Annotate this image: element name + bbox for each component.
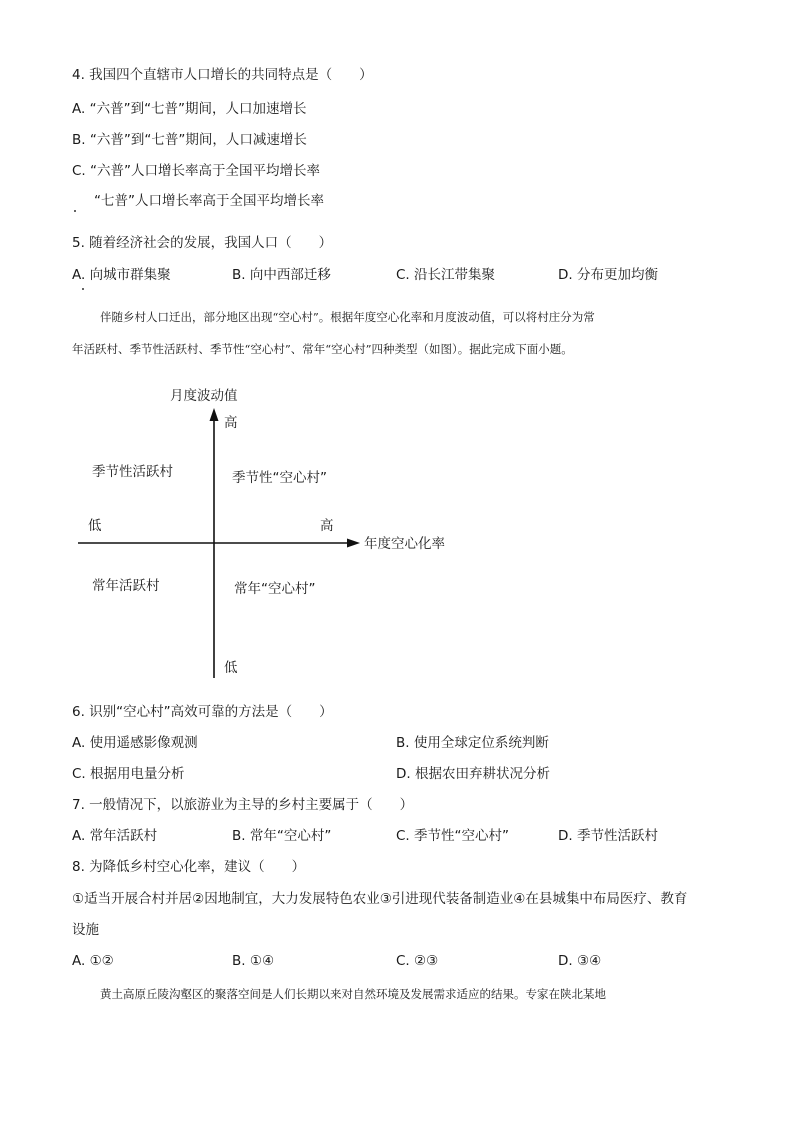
- y-axis-label: 月度波动值: [170, 388, 238, 404]
- q8-option-a: A. ①②: [72, 953, 114, 969]
- q8-items-line2: 设施: [72, 922, 99, 938]
- q4-stem: 4. 我国四个直辖市人口增长的共同特点是（ ）: [72, 67, 373, 83]
- q4-option-c: C. “六普”人口增长率高于全国平均增长率: [72, 163, 320, 179]
- quadrant-bottom-left: 常年活跃村: [92, 578, 160, 594]
- q8-option-c: C. ②③: [396, 953, 439, 969]
- q5-option-d: D. 分布更加均衡: [558, 267, 658, 283]
- quadrant-bottom-right: 常年“空心村”: [234, 581, 316, 597]
- q7-option-d: D. 季节性活跃村: [558, 828, 658, 844]
- q6-option-a: A. 使用遥感影像观测: [72, 735, 198, 751]
- y-axis-low-label: 低: [224, 660, 238, 676]
- q4-option-d: “七普”人口增长率高于全国平均增长率: [94, 193, 324, 209]
- q4-option-b: B. “六普”到“七普”期间，人口减速增长: [72, 132, 307, 148]
- q5-option-b: B. 向中西部迁移: [232, 267, 331, 283]
- x-axis-label: 年度空心化率: [364, 536, 445, 552]
- quadrant-top-right: 季节性“空心村”: [232, 470, 327, 486]
- q6-option-d: D. 根据农田弃耕状况分析: [396, 766, 550, 782]
- q8-option-b: B. ①④: [232, 953, 275, 969]
- q8-option-d: D. ③④: [558, 953, 602, 969]
- x-axis-low-label: 低: [88, 518, 102, 534]
- q6-option-b: B. 使用全球定位系统判断: [396, 735, 549, 751]
- y-axis-high-label: 高: [224, 415, 238, 431]
- q8-stem: 8. 为降低乡村空心化率，建议（ ）: [72, 859, 306, 875]
- passage1-line2: 年活跃村、季节性活跃村、季节性“空心村”、常年“空心村”四种类型（如图）。据此完成下面小题。: [72, 342, 573, 356]
- q5-stem: 5. 随着经济社会的发展，我国人口（ ）: [72, 235, 333, 251]
- q7-option-a: A. 常年活跃村: [72, 828, 158, 844]
- passage1-line1: 伴随乡村人口迁出，部分地区出现“空心村”。根据年度空心化率和月度波动值，可以将村庄分为常: [100, 310, 595, 324]
- q6-option-c: C. 根据用电量分析: [72, 766, 185, 782]
- y-axis-arrow: [210, 408, 219, 421]
- quadrant-top-left: 季节性活跃村: [92, 464, 173, 480]
- passage2-line1: 黄土高原丘陵沟壑区的聚落空间是人们长期以来对自然环境及发展需求适应的结果。专家在陕北某地: [100, 987, 606, 1001]
- q5-option-c: C. 沿长江带集聚: [396, 267, 496, 283]
- q7-option-c: C. 季节性“空心村”: [396, 828, 509, 844]
- q7-option-b: B. 常年“空心村”: [232, 828, 332, 844]
- x-axis-high-label: 高: [320, 518, 334, 534]
- x-axis-arrow: [347, 539, 360, 548]
- q5-option-a: A. 向城市群集聚: [72, 267, 171, 283]
- q4-option-a: A. “六普”到“七普”期间，人口加速增长: [72, 101, 307, 117]
- q8-items-line1: ①适当开展合村并居②因地制宜，大力发展特色农业③引进现代装备制造业④在县城集中布局医疗、教育: [72, 891, 688, 907]
- q7-stem: 7. 一般情况下，以旅游业为主导的乡村主要属于（ ）: [72, 797, 414, 813]
- q6-stem: 6. 识别“空心村”高效可靠的方法是（ ）: [72, 704, 333, 720]
